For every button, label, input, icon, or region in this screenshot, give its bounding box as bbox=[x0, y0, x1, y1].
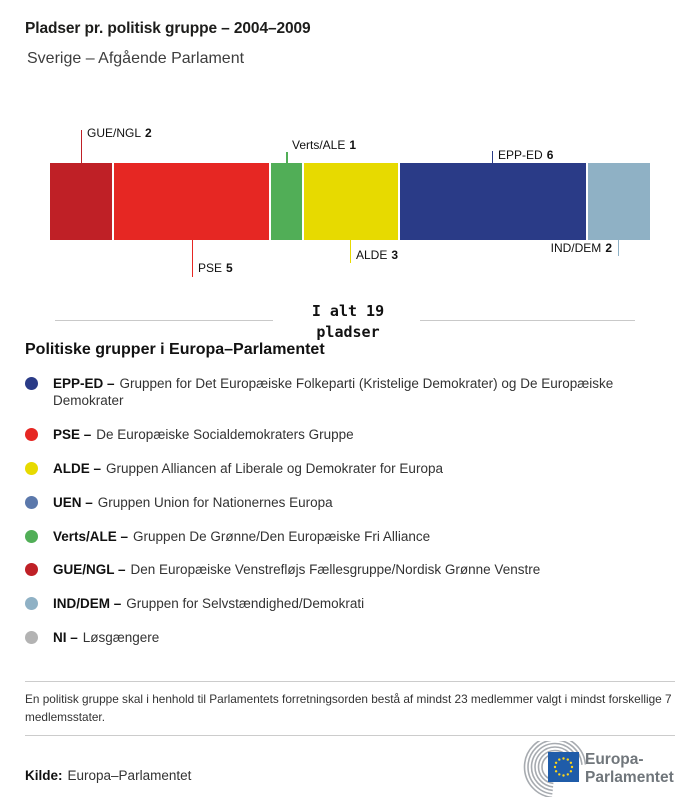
verts-ale-callout-value: 1 bbox=[349, 138, 357, 152]
total-divider-left bbox=[55, 320, 273, 321]
epp-ed-callout-value: 6 bbox=[546, 148, 554, 162]
bar-segment-ind-dem bbox=[588, 163, 650, 240]
pse-callout bbox=[198, 261, 233, 275]
uen-dot-icon bbox=[25, 496, 38, 509]
alde-callout bbox=[356, 248, 398, 262]
ind-dem-callout bbox=[551, 241, 612, 255]
legend-item-text bbox=[53, 629, 673, 646]
legend-item-ind-dem bbox=[25, 595, 673, 612]
ni-dot-icon bbox=[25, 631, 38, 644]
source-value: Europa–Parlamentet bbox=[67, 768, 192, 783]
legend-item-label: PSE – bbox=[53, 427, 92, 442]
legend-item-alde bbox=[25, 460, 673, 477]
legend-item-label: NI – bbox=[53, 630, 78, 645]
legend-item-epp-ed bbox=[25, 375, 673, 409]
total-seats-line2: pladser bbox=[316, 323, 380, 341]
epp-ed-callout-name: EPP-ED bbox=[498, 148, 543, 162]
logo-text-line1: Europa- bbox=[585, 751, 644, 768]
legend-heading: Politiske grupper i Europa–Parlamentet bbox=[25, 341, 325, 358]
logo-text-line2: Parlamentet bbox=[585, 769, 674, 786]
legend-item-desc: Gruppen Alliancen af Liberale og Demokrater for Europa bbox=[106, 461, 443, 476]
pse-dot-icon bbox=[25, 428, 38, 441]
legend-item-label: GUE/NGL – bbox=[53, 562, 126, 577]
legend-item-gue-ngl bbox=[25, 561, 673, 578]
pse-callout-name: PSE bbox=[198, 261, 223, 275]
alde-dot-icon bbox=[25, 462, 38, 475]
gue-ngl-tick bbox=[81, 130, 83, 163]
legend-item-desc: Løsgængere bbox=[82, 630, 160, 645]
legend-item-uen bbox=[25, 494, 673, 511]
footnote-divider-bottom bbox=[25, 735, 675, 736]
gue-ngl-dot-icon bbox=[25, 563, 38, 576]
legend-item-desc: De Europæiske Socialdemokraters Gruppe bbox=[96, 427, 354, 442]
verts-ale-callout-name: Verts/ALE bbox=[292, 138, 346, 152]
gue-ngl-callout-value: 2 bbox=[145, 126, 152, 140]
legend-item-desc: Gruppen for Det Europæiske Folkeparti (Kristelige Demokrater) og De Europæiske Demokrater bbox=[53, 376, 614, 408]
legend-item-verts-ale bbox=[25, 528, 673, 545]
bar-segment-pse bbox=[114, 163, 269, 240]
legend-item-desc: Gruppen Union for Nationernes Europa bbox=[97, 495, 333, 510]
legend-item-text bbox=[53, 375, 673, 409]
total-divider-right bbox=[420, 320, 635, 321]
pse-callout-value: 5 bbox=[226, 261, 233, 275]
legend-item-label: UEN – bbox=[53, 495, 93, 510]
footnote-divider-top bbox=[25, 681, 675, 682]
ind-dem-callout-name: IND/DEM bbox=[550, 241, 602, 255]
legend-item-desc: Gruppen for Selvstændighed/Demokrati bbox=[126, 596, 365, 611]
legend-item-label: Verts/ALE – bbox=[53, 529, 129, 544]
legend-item-text bbox=[53, 494, 673, 511]
europa-parlamentet-logo bbox=[515, 741, 690, 797]
legend-item-text bbox=[53, 426, 673, 443]
total-seats-label bbox=[248, 301, 448, 343]
bar-segment-epp-ed bbox=[400, 163, 586, 240]
page-title: Pladser pr. politisk gruppe – 2004–2009 bbox=[25, 20, 311, 37]
verts-ale-callout bbox=[292, 138, 356, 152]
ind-dem-dot-icon bbox=[25, 597, 38, 610]
bar-segment-verts-ale bbox=[271, 163, 302, 240]
eu-flag-icon bbox=[548, 752, 579, 782]
legend-item-desc: Den Europæiske Venstrefløjs Fællesgruppe/Nordisk Grønne Venstre bbox=[130, 562, 541, 577]
pse-tick bbox=[192, 240, 194, 277]
page-subtitle: Sverige – Afgående Parlament bbox=[27, 50, 245, 67]
footnote-text: En politisk gruppe skal i henhold til Parlamentets forretningsorden bestå af mindst 23 medlemmer valgt i mindst forskellige 7 medlemsstater. bbox=[25, 692, 672, 724]
legend-item-text bbox=[53, 595, 673, 612]
gue-ngl-callout-name: GUE/NGL bbox=[87, 126, 142, 140]
alde-tick bbox=[350, 240, 352, 263]
bar-segment-gue-ngl bbox=[50, 163, 112, 240]
bar-segment-alde bbox=[304, 163, 397, 240]
source-line bbox=[25, 768, 191, 783]
legend-item-label: IND/DEM – bbox=[53, 596, 122, 611]
ind-dem-tick bbox=[618, 240, 620, 256]
total-seats-line1: I alt 19 bbox=[311, 302, 385, 320]
source-label: Kilde: bbox=[25, 768, 63, 783]
legend-item-ni bbox=[25, 629, 673, 646]
seat-bar bbox=[50, 163, 650, 240]
epp-ed-dot-icon bbox=[25, 377, 38, 390]
ind-dem-callout-value: 2 bbox=[605, 241, 612, 255]
alde-callout-value: 3 bbox=[391, 248, 399, 262]
legend-item-pse bbox=[25, 426, 673, 443]
verts-ale-dot-icon bbox=[25, 530, 38, 543]
legend-item-label: ALDE – bbox=[53, 461, 102, 476]
legend-item-label: EPP-ED – bbox=[53, 376, 115, 391]
epp-ed-tick bbox=[492, 151, 494, 163]
epp-ed-callout bbox=[498, 148, 553, 162]
legend-item-desc: Gruppen De Grønne/Den Europæiske Fri Alliance bbox=[133, 529, 431, 544]
legend-item-text bbox=[53, 561, 673, 578]
gue-ngl-callout bbox=[87, 126, 152, 140]
alde-callout-name: ALDE bbox=[356, 248, 388, 262]
verts-ale-tick bbox=[286, 152, 288, 163]
legend-item-text bbox=[53, 528, 673, 545]
legend-item-text bbox=[53, 460, 673, 477]
